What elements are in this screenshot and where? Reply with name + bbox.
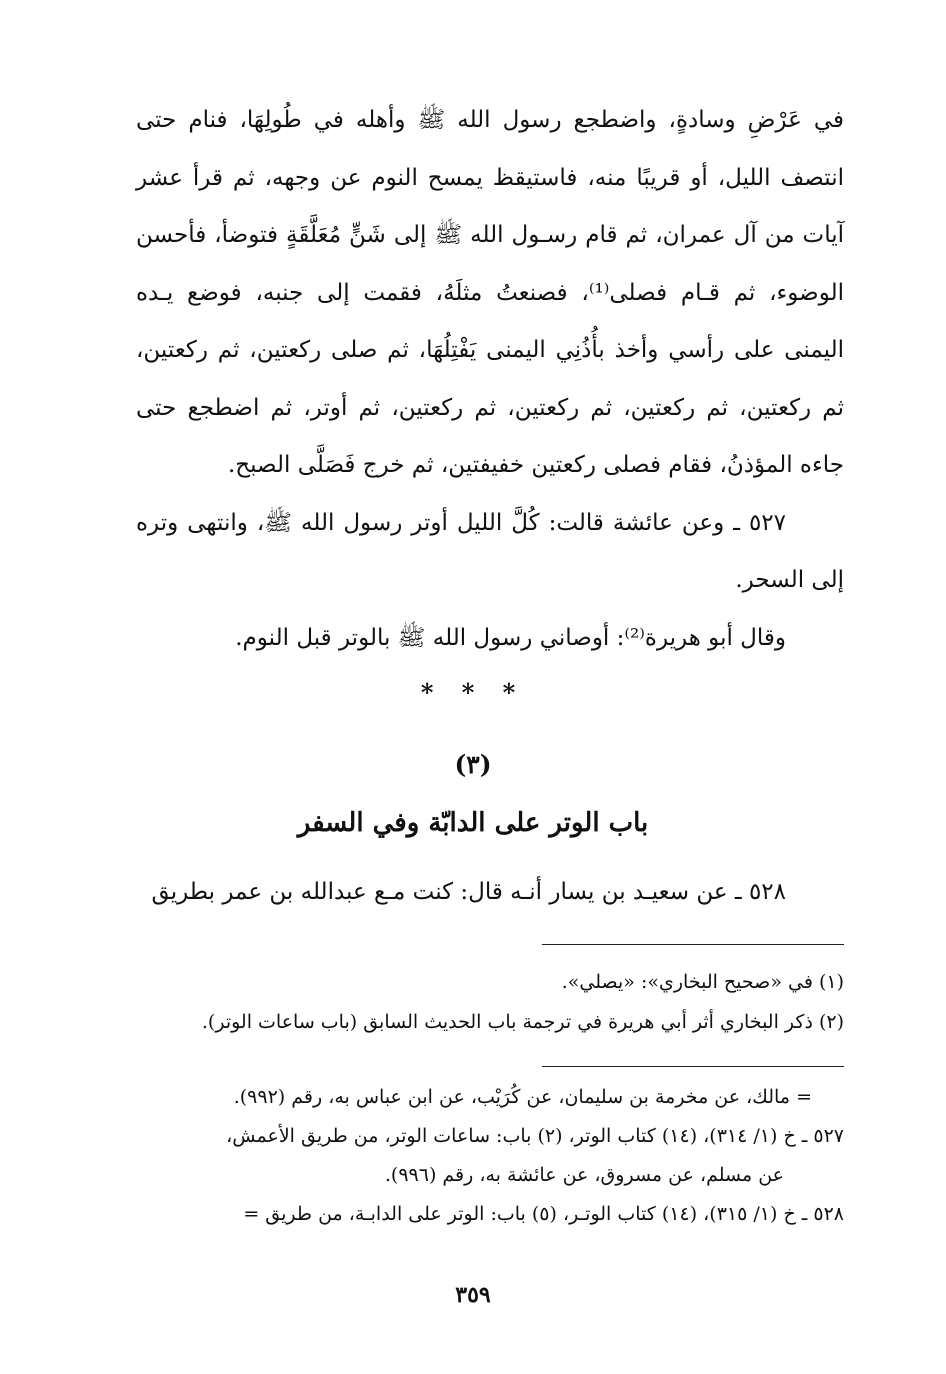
reference-528: ٥٢٨ ـ خ (١/ ٣١٥)، (١٤) كتاب الوتـر، (٥) باب: الوتر على الدابـة، من طريق = (243, 1203, 844, 1225)
chapter-number: (٣) (454, 750, 492, 779)
footnote-2: (٢) ذكر البخاري أثر أبي هريرة في ترجمة باب الحديث السابق (باب ساعات الوتر). (201, 1011, 844, 1033)
chapter-title: باب الوتر على الدابّة وفي السفر (297, 808, 649, 838)
paragraph-hadith-527: ٥٢٧ ـ وعن عائشة قالت: كُلَّ الليل أوتر رسول الله ﷺ، وانتهى وتره إلى السحر. (136, 509, 844, 593)
paragraph-hadith-526-continuation: في عَرْضِ وسادةٍ، واضطجع رسول الله ﷺ وأهله في طُولِهَا، فنام حتى انتصف الليل، أو قريبًا منه، فاستيقظ يمسح النوم عن وجهه، ثم قرأ عشر آيات من آل عمران، ثم قام رسـول الله ﷺ إلى شَنٍّ مُعَلَّقَةٍ فتوضأ، فأحسن الوضوء، ثم قـام فصلى⁽¹⁾، فصنعتُ مثلَهُ، فقمت إلى جنبه، فوضع يـده اليمنى على رأسي وأخذ بأُذُنِي اليمنى يَفْتِلُهَا، ثم صلى ركعتين، ثم ركعتين، ثم ركعتين، ثم ركعتين، ثم ركعتين، ثم ركعتين، ثم أوتر، ثم اضطجع حتى جاءه المؤذنُ، فقام فصلى ركعتين خفيفتين، ثم خرج فَصَلَّى الصبح. (136, 107, 844, 478)
references-divider (542, 1066, 844, 1067)
references (136, 1078, 844, 1234)
reference-527-continued: عن مسلم، عن مسروق، عن عائشة به، رقم (٩٩٦). (384, 1164, 784, 1186)
footnotes (136, 962, 844, 1042)
section-separator: * * * (420, 678, 526, 707)
page-number: ٣٥٩ (455, 1282, 491, 1308)
paragraph-abu-huraira: وقال أبو هريرة⁽²⁾: أوصاني رسول الله ﷺ بالوتر قبل النوم. (235, 624, 786, 651)
main-text (136, 92, 844, 667)
reference-527: ٥٢٧ ـ خ (١/ ٣١٤)، (١٤) كتاب الوتر، (٢) باب: ساعات الوتر، من طريق الأعمش، (226, 1125, 844, 1147)
paragraph-hadith-528: ٥٢٨ ـ عن سعيـد بن يسار أنـه قال: كنت مـع عبدالله بن عمر بطريق (151, 879, 786, 905)
footnote-1: (١) في «صحيح البخاري»: «يصلي». (561, 971, 844, 993)
reference-continuation: = مالك، عن مخرمة بن سليمان، عن كُرَيْب، عن ابن عباس به، رقم (٩٩٢). (233, 1086, 812, 1108)
footnote-divider (542, 944, 844, 945)
